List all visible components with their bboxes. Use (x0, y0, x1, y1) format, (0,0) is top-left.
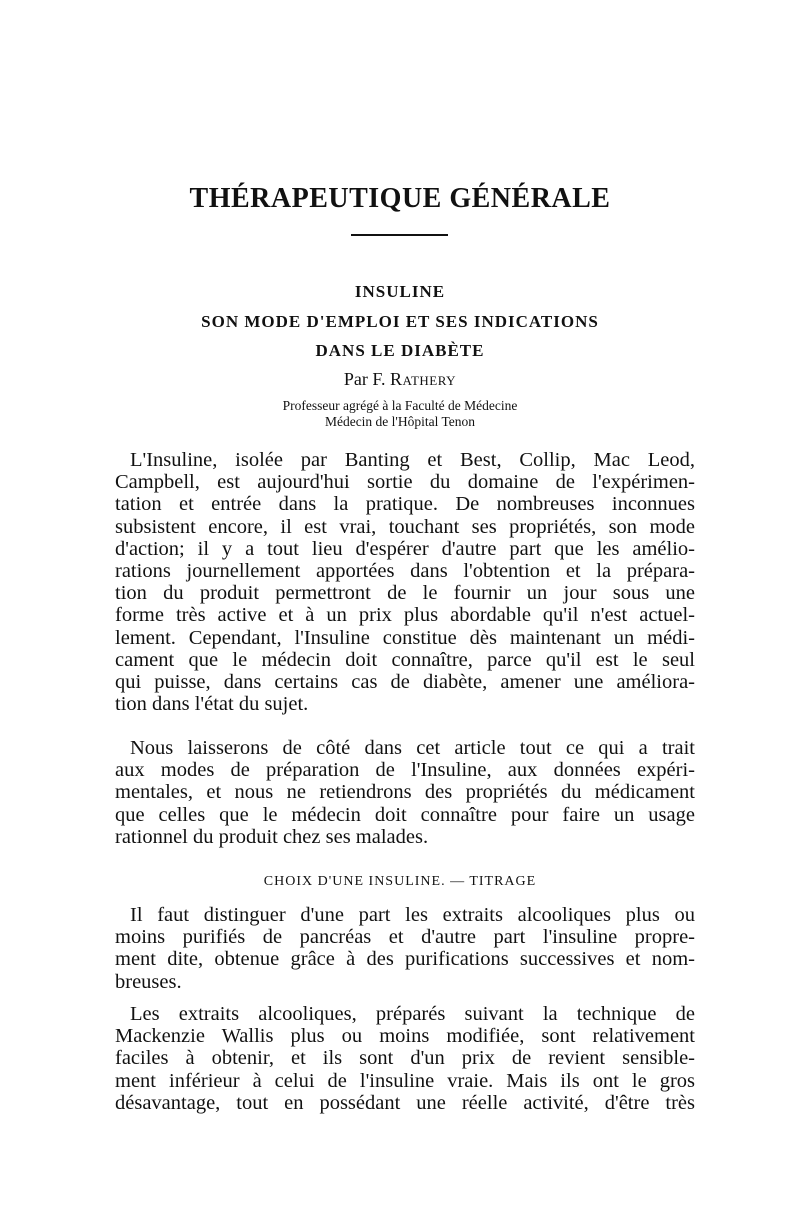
paragraph-1 (115, 449, 695, 715)
byline-prefix: Par F. (343, 369, 386, 389)
text-line: subsistent encore, il est vrai, touchant ses propriétés, son mode (115, 515, 695, 538)
text-line: Les extraits alcooliques, préparés suivant la technique de (130, 1003, 695, 1025)
paragraph-2 (115, 737, 695, 848)
text-line: ment inférieur à celui de l'insuline vraie. Mais ils ont le gros (115, 1069, 695, 1092)
title-divider (351, 234, 448, 236)
text-line: L'Insuline, isolée par Banting et Best, Collip, Mac Leod, (130, 449, 695, 471)
affiliation-line-2: Médecin de l'Hôpital Tenon (324, 414, 476, 429)
text-line: rationnel du produit chez ses malades. (115, 825, 429, 848)
text-line: Il faut distinguer d'une part les extraits alcooliques plus ou (130, 904, 695, 926)
text-line: moins purifiés de pancréas et d'autre part l'insuline propre- (115, 926, 695, 949)
text-line: aux modes de préparation de l'Insuline, aux données expéri- (115, 759, 695, 782)
author-name: Rathery (390, 369, 457, 389)
text-line: cament que le médecin doit connaître, parce qu'il est le seul (115, 648, 695, 671)
text-line: tation et entrée dans la pratique. De nombreuses inconnues (115, 493, 695, 516)
article-title-line-2: SON MODE D'EMPLOI ET SES INDICATIONS (201, 312, 599, 331)
text-line: ment dite, obtenue grâce à des purifications successives et nom- (115, 948, 695, 971)
text-line: qui puisse, dans certains cas de diabète, amener une améliora- (115, 670, 695, 693)
paragraph-3 (115, 904, 695, 993)
paragraph-4 (115, 1003, 695, 1114)
text-line: tion dans l'état du sujet. (115, 693, 309, 716)
article-title-line-1: INSULINE (354, 282, 446, 301)
text-line: faciles à obtenir, et ils sont d'un prix de revient sensible- (115, 1047, 695, 1070)
text-line: lement. Cependant, l'Insuline constitue dès maintenant un médi- (115, 626, 695, 649)
text-line: tion du produit permettront de le fournir un jour sous une (115, 582, 695, 605)
section-title: THÉRAPEUTIQUE GÉNÉRALE (189, 183, 611, 214)
article-title-line-3: DANS LE DIABÈTE (315, 341, 485, 360)
section-subheading: CHOIX D'UNE INSULINE. — TITRAGE (263, 874, 537, 889)
byline (0, 369, 800, 390)
text-line: désavantage, tout en possédant une réelle activité, d'être très (115, 1091, 695, 1114)
text-line: breuses. (115, 970, 182, 993)
text-line: Mackenzie Wallis plus ou moins modifiée, sont relativement (115, 1025, 695, 1048)
text-line: mentales, et nous ne retiendrons des propriétés du médicament (115, 781, 695, 804)
text-line: rations journellement apportées dans l'obtention et la prépara- (115, 559, 695, 582)
affiliation-line-1: Professeur agrégé à la Faculté de Médecine (282, 398, 518, 413)
text-line: Campbell, est aujourd'hui sortie du domaine de l'expérimen- (115, 471, 695, 494)
text-line: que celles que le médecin doit connaître pour faire un usage (115, 803, 695, 826)
text-line: forme très active et à un prix plus abordable qu'il n'est actuel- (115, 604, 695, 627)
text-line: Nous laisserons de côté dans cet article tout ce qui a trait (130, 737, 695, 759)
text-line: d'action; il y a tout lieu d'espérer d'autre part que les amélio- (115, 537, 695, 560)
